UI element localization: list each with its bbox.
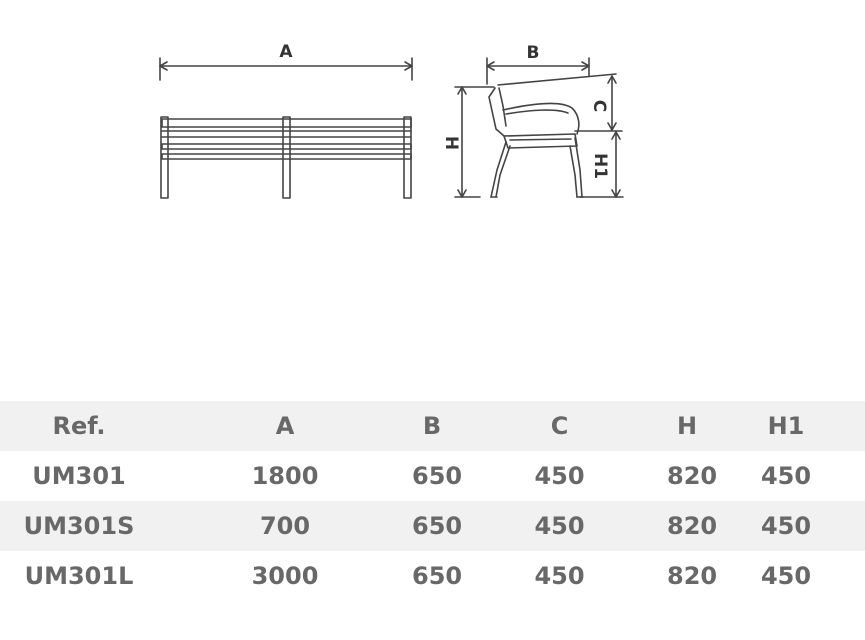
table-header-row — [0, 401, 865, 451]
column-header-b: B — [422, 412, 442, 440]
cell-c: 450 — [534, 562, 585, 590]
side-backrest-outer — [489, 88, 504, 136]
cell-c: 450 — [534, 512, 585, 540]
cell-b: 650 — [412, 562, 463, 590]
label-h: H — [441, 135, 461, 151]
cell-ref: UM301S — [23, 512, 135, 540]
label-c: C — [589, 99, 609, 113]
dimensions-table — [0, 401, 865, 601]
column-header-c: C — [550, 412, 569, 440]
front-leg-middle — [283, 117, 290, 198]
front-seat-slat-1 — [162, 144, 411, 149]
bench-technical-drawing — [0, 0, 865, 240]
front-backrest-slat — [162, 119, 411, 127]
cell-ref: UM301L — [24, 562, 134, 590]
cell-ref: UM301 — [32, 462, 126, 490]
column-header-a: A — [275, 412, 295, 440]
side-seat-slat — [510, 139, 571, 140]
label-h1: H1 — [590, 152, 610, 180]
front-leg-right — [404, 117, 411, 198]
table-row — [0, 501, 865, 551]
cell-h: 820 — [667, 512, 718, 540]
cell-h1: 450 — [760, 462, 812, 490]
table-row — [0, 551, 865, 601]
column-header-ref: Ref. — [52, 412, 106, 440]
side-armrest — [503, 104, 579, 134]
front-seat-slat-2 — [162, 154, 411, 159]
cell-h1: 450 — [760, 512, 812, 540]
column-header-h1: H1 — [767, 412, 805, 440]
side-armrest-inner — [506, 110, 568, 114]
cell-a: 3000 — [251, 562, 319, 590]
cell-b: 650 — [412, 462, 463, 490]
cell-c: 450 — [534, 462, 585, 490]
cell-h: 820 — [667, 462, 718, 490]
front-view — [160, 58, 412, 198]
cell-a: 700 — [259, 512, 311, 540]
label-a: A — [279, 42, 293, 62]
side-front-leg — [491, 142, 506, 197]
column-header-h: H — [676, 412, 698, 440]
label-b: B — [526, 43, 540, 63]
table-row — [0, 451, 865, 501]
reference-line-top — [498, 74, 616, 85]
cell-a: 1800 — [251, 462, 319, 490]
side-backrest-inner — [499, 88, 506, 126]
side-seat — [504, 134, 577, 148]
cell-b: 650 — [412, 512, 463, 540]
cell-h: 820 — [667, 562, 718, 590]
cell-h1: 450 — [760, 562, 812, 590]
side-back-leg-inner — [570, 146, 577, 197]
